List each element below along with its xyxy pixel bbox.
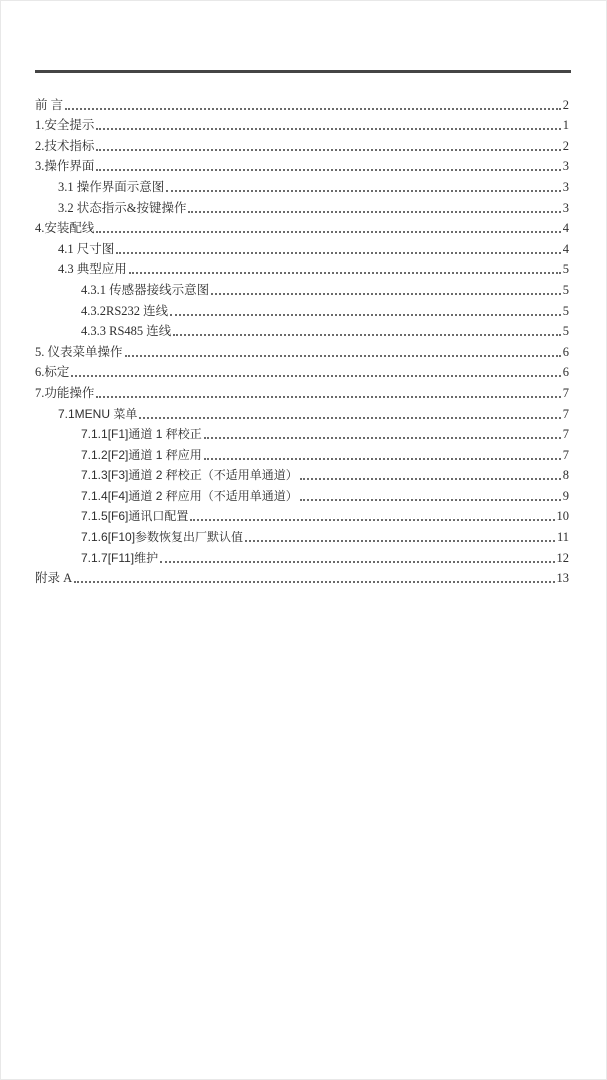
toc-entry-label: 3.操作界面 [35, 159, 95, 174]
dot-leader [166, 190, 560, 192]
toc-page-number: 3 [562, 200, 569, 215]
toc-entry-label: 7.1.5[F6]通讯口配置 [81, 509, 189, 524]
toc-page-number: 7 [562, 385, 569, 400]
toc-entry [1, 156, 606, 177]
dot-leader [129, 272, 561, 274]
toc-page-number: 2 [562, 138, 569, 153]
toc-entry [1, 279, 606, 300]
dot-leader [300, 499, 561, 501]
dot-leader [71, 375, 560, 377]
toc-page-number: 6 [562, 344, 569, 359]
toc-page-number: 6 [562, 365, 569, 380]
toc-entry [1, 526, 606, 547]
toc-entry-label: 7.1.4[F4]通道 2 秤应用（不适用单通道） [81, 488, 298, 503]
toc-entry [1, 424, 606, 445]
dot-leader [96, 169, 560, 171]
toc-page-number: 5 [562, 303, 569, 318]
toc-page-number: 3 [562, 159, 569, 174]
toc-entry [1, 135, 606, 156]
toc-entry [1, 94, 606, 115]
dot-leader [188, 211, 560, 213]
dot-leader [245, 540, 555, 542]
toc-entry [1, 506, 606, 527]
toc-entry [1, 362, 606, 383]
toc-entry [1, 568, 606, 589]
toc-page-number: 10 [556, 509, 569, 524]
toc-entry-label: 7.1MENU 菜单 [58, 406, 138, 421]
dot-leader [170, 314, 561, 316]
toc-entry-label: 4.3 典型应用 [58, 262, 127, 277]
dot-leader [96, 231, 560, 233]
dot-leader [173, 334, 560, 336]
toc-entry-label: 2.技术指标 [35, 138, 95, 153]
toc-entry [1, 341, 606, 362]
toc-page-number: 1 [562, 118, 569, 133]
dot-leader [204, 437, 561, 439]
toc-entry-label: 4.3.2RS232 连线 [81, 303, 169, 318]
dot-leader [96, 149, 560, 151]
toc-entry-label: 附录 A [35, 571, 73, 586]
toc-entry-label: 1.安全提示 [35, 118, 95, 133]
toc-entry [1, 382, 606, 403]
dot-leader [160, 561, 554, 563]
toc-entry [1, 176, 606, 197]
toc-entry [1, 218, 606, 239]
toc-page-number: 4 [562, 241, 569, 256]
toc-page-number: 3 [562, 179, 569, 194]
toc-page-number: 5 [562, 282, 569, 297]
toc-page-number: 12 [556, 550, 569, 565]
dot-leader [211, 293, 561, 295]
dot-leader [96, 128, 560, 130]
toc-entry-label: 7.1.3[F3]通道 2 秤校正（不适用单通道） [81, 468, 298, 483]
toc-page-number: 5 [562, 262, 569, 277]
dot-leader [65, 108, 561, 110]
dot-leader [116, 252, 560, 254]
toc-entry [1, 403, 606, 424]
toc-entry [1, 547, 606, 568]
dot-leader [300, 478, 561, 480]
dot-leader [96, 396, 560, 398]
toc-entry-label: 7.1.1[F1]通道 1 秤校正 [81, 427, 202, 442]
toc-entry-label: 7.1.7[F11]维护 [81, 550, 159, 565]
toc-entry [1, 465, 606, 486]
header-rule [35, 70, 571, 73]
toc-entry-label: 前 言 [35, 97, 64, 112]
toc-page-number: 7 [562, 447, 569, 462]
toc-page-number: 7 [562, 427, 569, 442]
toc-entry [1, 300, 606, 321]
toc-page-number: 2 [562, 97, 569, 112]
toc-entry-label: 5. 仪表菜单操作 [35, 344, 123, 359]
dot-leader [74, 581, 554, 583]
toc-entry-label: 4.3.1 传感器接线示意图 [81, 282, 210, 297]
toc-page-number: 5 [562, 324, 569, 339]
toc-entry [1, 485, 606, 506]
toc-entry-label: 4.1 尺寸图 [58, 241, 115, 256]
dot-leader [190, 519, 554, 521]
toc-page-number: 13 [556, 571, 569, 586]
toc-page-number: 7 [562, 406, 569, 421]
toc-entry-label: 4.3.3 RS485 连线 [81, 324, 172, 339]
toc-entry [1, 238, 606, 259]
toc-entry-label: 7.功能操作 [35, 385, 95, 400]
table-of-contents [1, 94, 606, 588]
toc-entry-label: 3.2 状态指示&按键操作 [58, 200, 187, 215]
dot-leader [139, 417, 560, 419]
dot-leader [204, 458, 561, 460]
toc-page-number: 4 [562, 221, 569, 236]
toc-entry [1, 321, 606, 342]
toc-page-number: 11 [556, 530, 569, 545]
toc-entry [1, 444, 606, 465]
toc-entry [1, 197, 606, 218]
toc-entry-label: 7.1.6[F10]参数恢复出厂默认值 [81, 530, 244, 545]
toc-entry-label: 4.安装配线 [35, 221, 95, 236]
toc-entry [1, 259, 606, 280]
toc-entry-label: 3.1 操作界面示意图 [58, 179, 165, 194]
toc-entry-label: 7.1.2[F2]通道 1 秤应用 [81, 447, 202, 462]
dot-leader [125, 355, 561, 357]
toc-entry [1, 115, 606, 136]
toc-page-number: 8 [562, 468, 569, 483]
toc-entry-label: 6.标定 [35, 365, 70, 380]
toc-page-number: 9 [562, 488, 569, 503]
